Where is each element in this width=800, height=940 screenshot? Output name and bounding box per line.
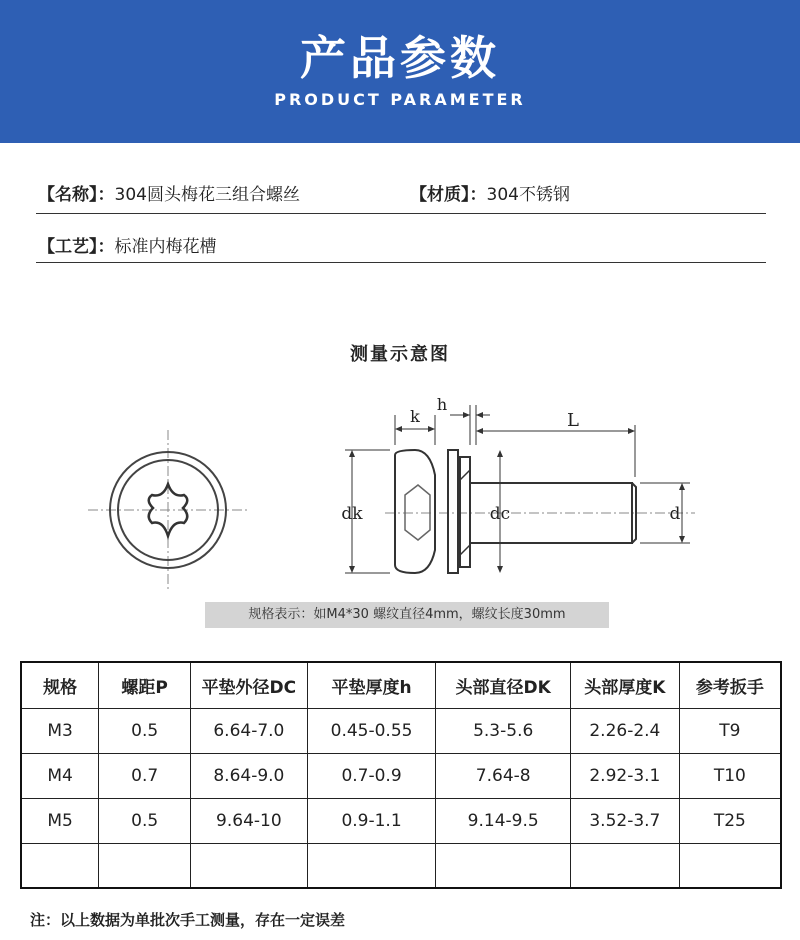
- table-cell: [99, 843, 191, 888]
- table-cell: 7.64-8: [436, 753, 571, 798]
- info-craft-row: [38, 232, 217, 257]
- divider-1: [36, 213, 766, 214]
- col-header: 螺距P: [99, 662, 191, 708]
- craft-label: 【工艺】：: [38, 237, 115, 257]
- table-cell: 3.52-3.7: [571, 798, 680, 843]
- craft-value: 标准内梅花槽: [114, 237, 217, 257]
- info-material-row: [410, 180, 570, 205]
- table-cell: [571, 843, 680, 888]
- table-cell: 5.3-5.6: [436, 708, 571, 753]
- col-header: 头部厚度K: [571, 662, 680, 708]
- page-title: 产品参数: [300, 31, 500, 85]
- table-row: [21, 753, 781, 798]
- table-cell: M5: [21, 798, 99, 843]
- table-cell: 0.5: [99, 708, 191, 753]
- col-header: 规格: [21, 662, 99, 708]
- material-label: 【材质】：: [410, 185, 487, 205]
- table-cell: [436, 843, 571, 888]
- table-cell: 2.26-2.4: [571, 708, 680, 753]
- table-cell: 2.92-3.1: [571, 753, 680, 798]
- table-cell: M4: [21, 753, 99, 798]
- table-cell: 9.14-9.5: [436, 798, 571, 843]
- label-h: h: [436, 395, 448, 414]
- table-cell: T25: [679, 798, 781, 843]
- table-cell: 0.7: [99, 753, 191, 798]
- divider-2: [36, 262, 766, 263]
- col-header: 头部直径DK: [436, 662, 571, 708]
- table-cell: 0.45-0.55: [307, 708, 436, 753]
- table-cell: 0.9-1.1: [307, 798, 436, 843]
- table-row: [21, 708, 781, 753]
- page-header: [0, 0, 800, 143]
- table-cell: 9.64-10: [191, 798, 308, 843]
- label-dc: dc: [489, 504, 511, 524]
- col-header: 参考扳手: [679, 662, 781, 708]
- table-cell: 0.7-0.9: [307, 753, 436, 798]
- table-cell: 8.64-9.0: [191, 753, 308, 798]
- material-value: 304不锈钢: [486, 185, 570, 205]
- info-name-row: [38, 180, 300, 205]
- table-cell: [307, 843, 436, 888]
- table-cell: 0.5: [99, 798, 191, 843]
- table-header-row: [21, 662, 781, 708]
- diagram-title: 测量示意图: [350, 344, 450, 365]
- name-label: 【名称】：: [38, 185, 115, 205]
- table-row: [21, 843, 781, 888]
- table-cell: [21, 843, 99, 888]
- label-L: L: [567, 410, 579, 431]
- page-subtitle: PRODUCT PARAMETER: [274, 90, 526, 109]
- label-k: k: [410, 407, 420, 426]
- table-row: [21, 798, 781, 843]
- screw-side-view: [330, 395, 710, 595]
- table-cell: T10: [679, 753, 781, 798]
- name-value: 304圆头梅花三组合螺丝: [114, 185, 300, 205]
- table-cell: M3: [21, 708, 99, 753]
- col-header: 平垫外径DC: [191, 662, 308, 708]
- table-cell: [191, 843, 308, 888]
- label-d: d: [669, 504, 681, 524]
- table-cell: [679, 843, 781, 888]
- table-cell: T9: [679, 708, 781, 753]
- head-front-view: [88, 430, 248, 590]
- table-cell: 6.64-7.0: [191, 708, 308, 753]
- spec-note: 规格表示：如M4*30 螺纹直径4mm，螺纹长度30mm: [205, 602, 609, 628]
- label-dk: dk: [341, 504, 363, 524]
- spec-table: [20, 661, 782, 889]
- footer-note: 注：以上数据为单批次手工测量，存在一定误差: [30, 911, 346, 929]
- col-header: 平垫厚度h: [307, 662, 436, 708]
